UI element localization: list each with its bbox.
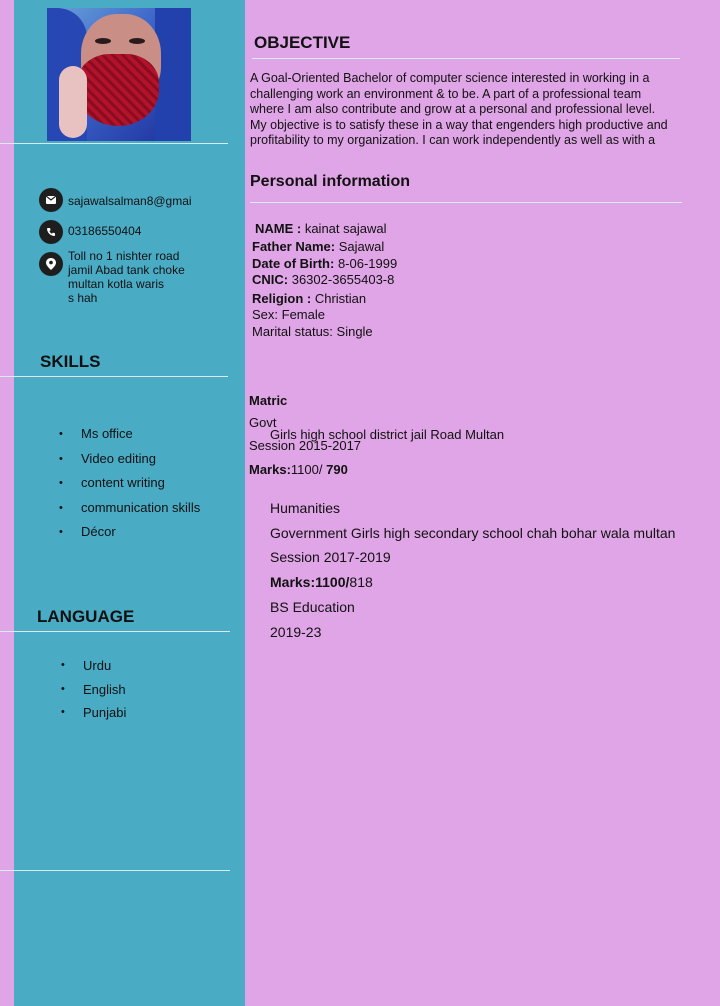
religion-value: Christian <box>311 291 367 306</box>
objective-line: profitability to my organization. I can work independently as well as with a <box>250 133 656 147</box>
inter-stream: Humanities <box>270 500 341 516</box>
inter-marks <box>270 574 373 590</box>
language-list <box>61 654 126 725</box>
skill-item: • content writing <box>59 471 200 496</box>
divider <box>0 376 228 377</box>
matric-heading: Matric <box>249 393 288 408</box>
personal-heading: Personal information <box>250 173 411 190</box>
dob-value: 8-06-1999 <box>334 256 398 271</box>
dob-row <box>252 256 397 271</box>
address-text <box>68 249 185 305</box>
phone-text: 03186550404 <box>68 224 142 238</box>
religion-row <box>252 291 366 306</box>
skill-item: • Décor <box>59 520 200 545</box>
skill-item: • communication skills <box>59 496 200 521</box>
divider <box>0 143 228 144</box>
objective-line: My objective is to satisfy these in a way that engenders high productive and <box>250 117 668 132</box>
email-icon <box>39 188 63 212</box>
matric-govt: Govt <box>249 415 277 430</box>
name-value: kainat sajawal <box>301 221 387 236</box>
objective-line: A Goal-Oriented Bachelor of computer science interested in working in a <box>250 71 650 85</box>
matric-session: Session 2015-2017 <box>249 438 362 453</box>
inter-marks-obtained: 818 <box>349 574 373 590</box>
father-label: Father Name: <box>252 239 336 254</box>
cnic-label: CNIC: <box>252 272 289 287</box>
cnic-row <box>252 272 394 287</box>
language-heading: LANGUAGE <box>37 607 135 626</box>
skills-heading: SKILLS <box>40 352 101 371</box>
father-row <box>252 239 384 254</box>
matric-school: Girls high school district jail Road Multan <box>270 427 505 442</box>
matric-marks-label: Marks: <box>249 462 291 477</box>
location-icon <box>39 252 63 276</box>
profile-photo <box>47 8 191 141</box>
bs-degree: BS Education <box>270 599 355 615</box>
divider <box>252 58 680 59</box>
email-text: sajawalsalman8@gmai <box>68 194 192 208</box>
bs-years: 2019-23 <box>270 624 322 640</box>
inter-school: Government Girls high secondary school chah bohar wala multan <box>270 525 676 541</box>
address-line: multan kotla waris <box>68 277 165 291</box>
marital-row: Marital status: Single <box>252 324 373 339</box>
divider <box>250 202 682 203</box>
objective-line: challenging work an environment & to be. A part of a professional team <box>250 86 642 101</box>
skills-list <box>59 422 200 545</box>
matric-marks <box>249 462 348 477</box>
divider <box>0 631 230 632</box>
name-row <box>255 221 387 236</box>
objective-line: where I am also contribute and grow at a personal and professional level. <box>250 102 656 116</box>
objective-text <box>250 71 668 149</box>
name-label: NAME : <box>255 221 302 236</box>
language-item: • Urdu <box>61 654 126 678</box>
matric-marks-total: 1100/ <box>290 462 327 477</box>
address-line: s hah <box>68 291 98 305</box>
skill-item: • Video editing <box>59 447 200 472</box>
father-value: Sajawal <box>335 239 385 254</box>
language-item: • English <box>61 678 126 702</box>
cnic-value: 36302-3655403-8 <box>288 272 395 287</box>
phone-icon <box>39 220 63 244</box>
language-item: • Punjabi <box>61 701 126 725</box>
address-line: Toll no 1 nishter road <box>68 249 180 263</box>
dob-label: Date of Birth: <box>252 256 335 271</box>
sex-row: Sex: Female <box>252 307 325 322</box>
divider <box>0 870 230 871</box>
inter-marks-label: Marks:1100/ <box>270 574 350 590</box>
objective-heading: OBJECTIVE <box>254 33 351 52</box>
matric-marks-obtained: 790 <box>326 462 348 477</box>
religion-label: Religion : <box>252 291 312 306</box>
skill-item: • Ms office <box>59 422 200 447</box>
address-line: jamil Abad tank choke <box>68 263 185 277</box>
inter-session: Session 2017-2019 <box>270 549 391 565</box>
